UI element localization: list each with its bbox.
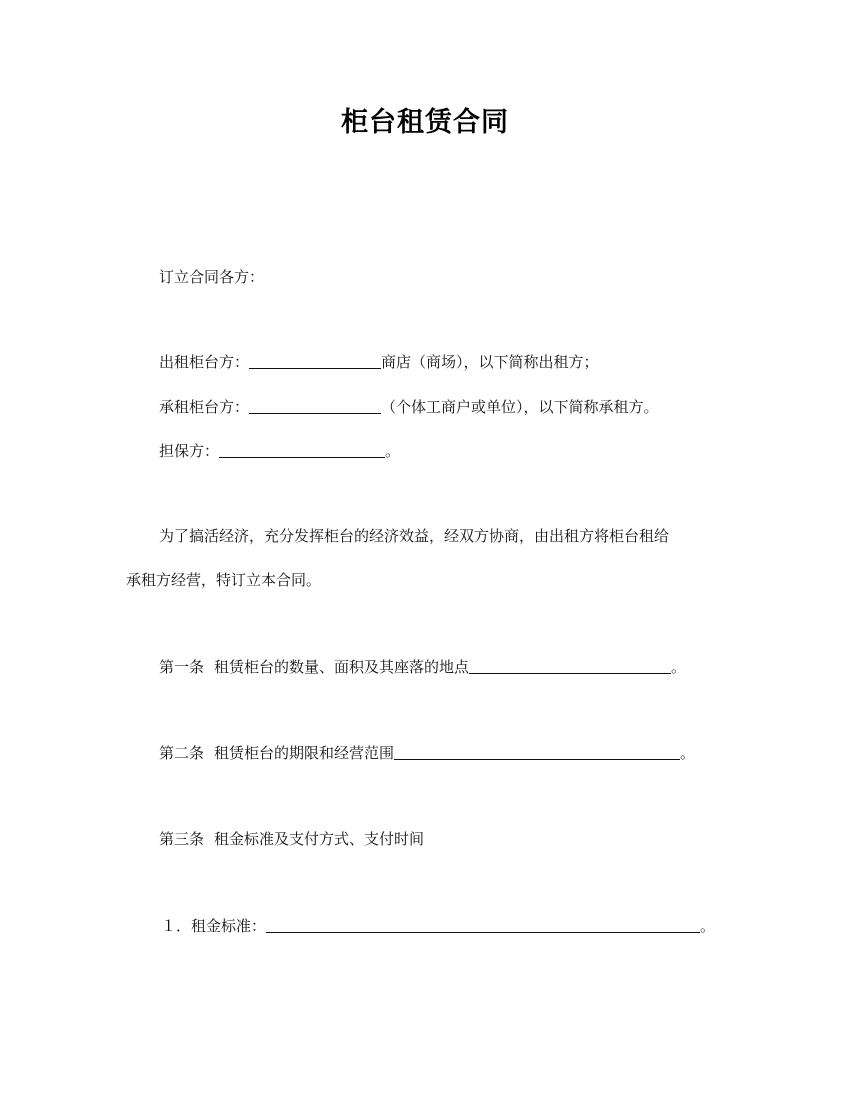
lessee-label: 承租柜台方： <box>159 398 250 416</box>
article-1-suffix: 。 <box>671 658 687 676</box>
article-2-text: 租赁柜台的期限和经营范围 <box>214 744 395 762</box>
article-2-number: 第二条 <box>159 744 205 762</box>
article-3 <box>159 828 424 850</box>
article-1 <box>159 656 686 678</box>
guarantor-label: 担保方： <box>159 442 220 460</box>
preamble-line-1: 为了搞活经济，充分发挥柜台的经济效益，经双方协商，由出租方将柜台租给 <box>159 527 670 545</box>
lessor-line <box>159 351 599 373</box>
lessor-name-blank[interactable] <box>249 353 381 369</box>
lessee-name-blank[interactable] <box>249 398 381 414</box>
preamble-line-2: 承租方经营，特订立本合同。 <box>126 571 322 589</box>
item-1 <box>161 915 715 937</box>
lessee-line <box>159 396 659 418</box>
guarantor-line <box>159 440 400 462</box>
guarantor-name-blank[interactable] <box>219 442 385 458</box>
article-3-text: 租金标准及支付方式、支付时间 <box>214 830 425 848</box>
item-1-blank[interactable] <box>266 917 700 933</box>
lessor-label: 出租柜台方： <box>159 353 250 371</box>
item-1-suffix: 。 <box>700 917 716 935</box>
article-2 <box>159 742 695 764</box>
article-2-blank[interactable] <box>394 744 680 760</box>
document-title: 柜台租赁合同 <box>341 107 509 138</box>
article-3-number: 第三条 <box>159 830 205 848</box>
lessor-suffix: 商店（商场），以下简称出租方； <box>381 353 599 371</box>
article-1-blank[interactable] <box>469 658 671 674</box>
article-1-number: 第一条 <box>159 658 205 676</box>
item-1-label: 租金标准： <box>191 917 267 935</box>
guarantor-suffix: 。 <box>385 442 401 460</box>
parties-heading: 订立合同各方： <box>159 268 265 286</box>
item-1-number: １． <box>161 917 192 935</box>
lessee-suffix: （个体工商户或单位），以下简称承租方。 <box>381 398 659 416</box>
article-2-suffix: 。 <box>680 744 696 762</box>
article-1-text: 租赁柜台的数量、面积及其座落的地点 <box>214 658 470 676</box>
